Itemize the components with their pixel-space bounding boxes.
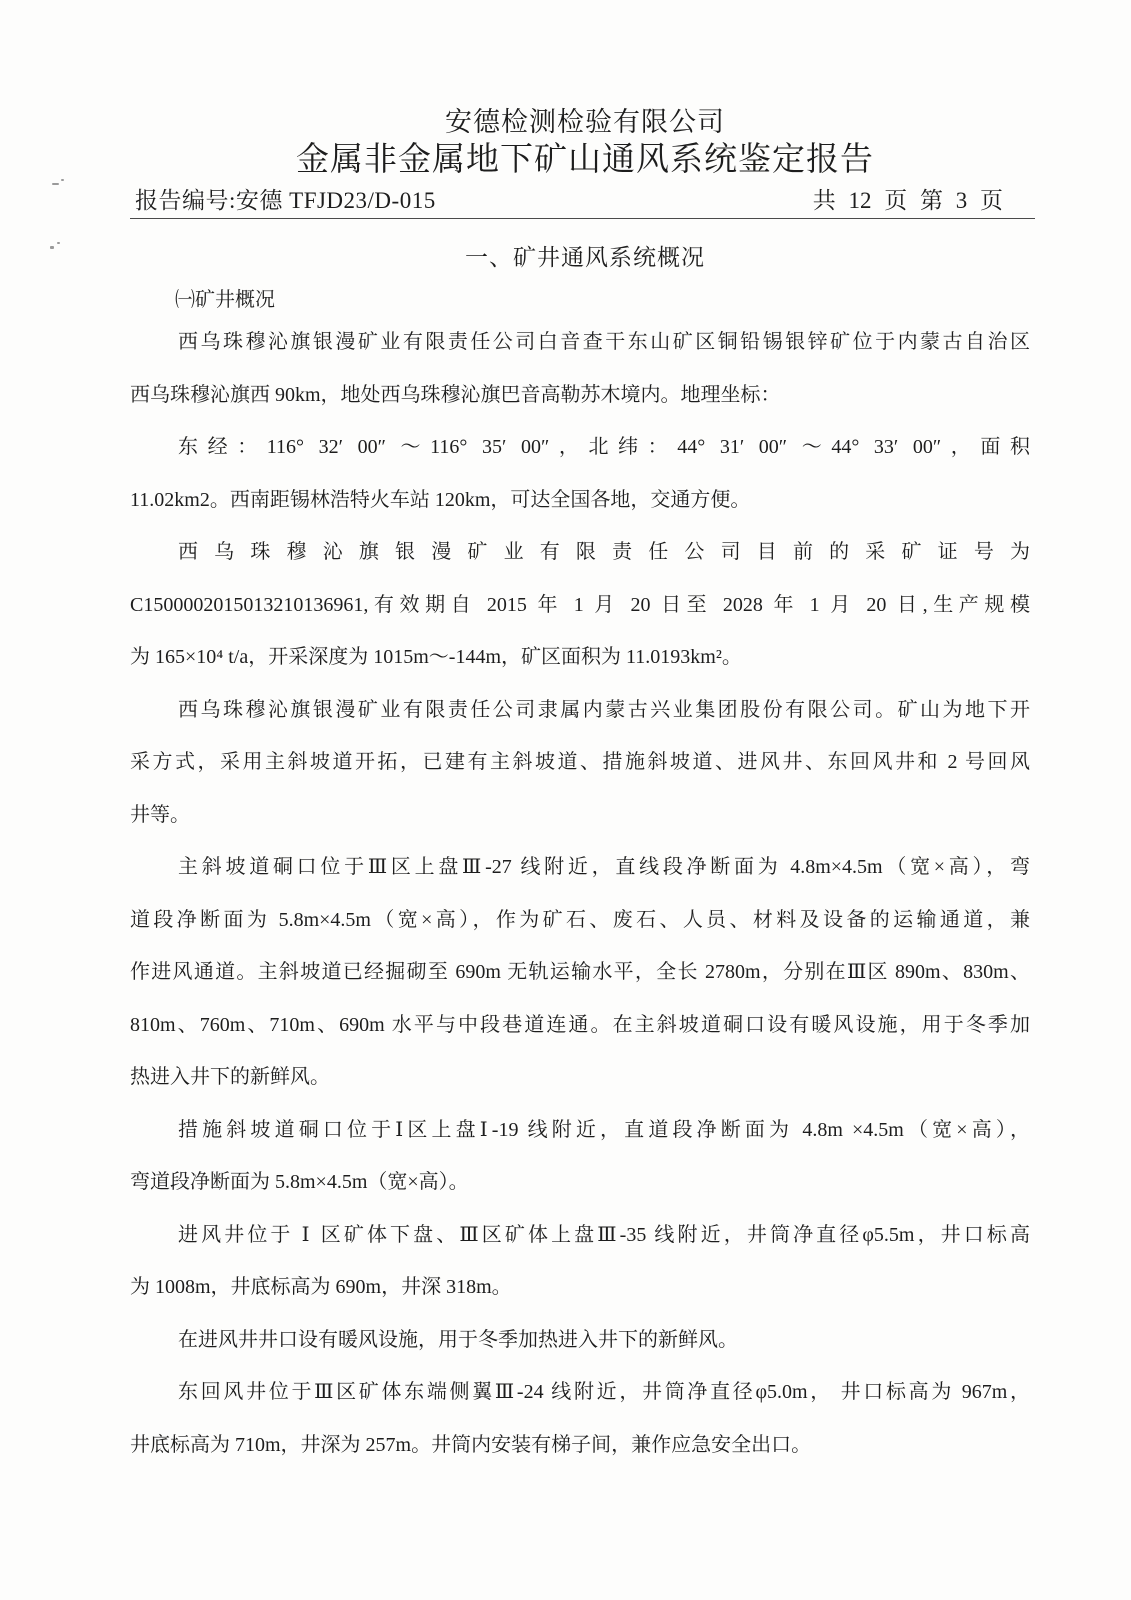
text-line: 东经：116° 32′ 00″ ～116° 35′ 00″，北纬：44° 31′ 00″ ～44° 33′ 00″，面积 xyxy=(178,436,1030,458)
paragraph-ownership xyxy=(130,684,1030,842)
text-line: 热进入井下的新鲜风。 xyxy=(130,1066,330,1088)
text-line: 810m、760m、710m、690m 水平与中段巷道连通。在主斜坡道硐口设有暖风设施，用于冬季加 xyxy=(130,1013,1030,1036)
scan-speck xyxy=(50,246,54,249)
header-divider xyxy=(130,218,1035,219)
body-text xyxy=(130,316,1030,1471)
text-line: 主斜坡道硐口位于Ⅲ区上盘Ⅲ-27 线附近，直线段净断面为 4.8m×4.5m（宽×高），弯 xyxy=(178,856,1030,878)
paragraph-measure-ramp xyxy=(130,1104,1030,1209)
page-info: 共 12 页 第 3 页 xyxy=(812,188,1003,213)
text-line: 采方式，采用主斜坡道开拓，已建有主斜坡道、措施斜坡道、进风井、东回风井和 2 号回风 xyxy=(130,751,1030,773)
text-line: 为 1008m，井底标高为 690m，井深 318m。 xyxy=(130,1276,512,1298)
scan-speck xyxy=(52,183,59,185)
scan-speck xyxy=(61,179,64,181)
paragraph-coordinates xyxy=(130,421,1030,526)
text-line: 在进风井井口设有暖风设施，用于冬季加热进入井下的新鲜风。 xyxy=(178,1328,738,1351)
scan-speck xyxy=(57,242,60,244)
report-title: 金属非金属地下矿山通风系统鉴定报告 xyxy=(296,142,874,178)
paragraph-intake-heating xyxy=(130,1314,1030,1367)
text-line: 11.02km2。西南距锡林浩特火车站 120km，可达全国各地，交通方便。 xyxy=(130,488,751,511)
paragraph-east-return-shaft xyxy=(130,1366,1030,1471)
text-line: 西乌珠穆沁旗银漫矿业有限责任公司白音查干东山矿区铜铅锡银锌矿位于内蒙古自治区 xyxy=(178,331,1030,353)
paragraph-mining-license xyxy=(130,526,1030,684)
section-title: 一、矿井通风系统概况 xyxy=(465,245,705,270)
text-line: 弯道段净断面为 5.8m×4.5m（宽×高）。 xyxy=(130,1171,469,1193)
paragraph-location xyxy=(130,316,1030,421)
text-line: C1500002015013210136961,有效期自 2015 年 1 月 20 日至 2028 年 1 月 20 日,生产规模 xyxy=(130,593,1030,616)
text-line: 东回风井位于Ⅲ区矿体东端侧翼Ⅲ-24 线附近，井筒净直径φ5.0m， 井口标高为 967m， xyxy=(178,1381,1030,1403)
paragraph-intake-shaft xyxy=(130,1209,1030,1314)
company-name: 安德检测检验有限公司 xyxy=(445,107,725,137)
text-line: 井等。 xyxy=(130,803,190,826)
text-line: 西乌珠穆沁旗银漫矿业有限责任公司目前的采矿证号为 xyxy=(178,541,1030,563)
text-line: 井底标高为 710m，井深为 257m。井筒内安装有梯子间，兼作应急安全出口。 xyxy=(130,1433,812,1456)
text-line: 西乌珠穆沁旗西 90km，地处西乌珠穆沁旗巴音高勒苏木境内。地理坐标： xyxy=(130,383,781,406)
text-line: 西乌珠穆沁旗银漫矿业有限责任公司隶属内蒙古兴业集团股份有限公司。矿山为地下开 xyxy=(178,698,1030,721)
text-line: 进风井位于 Ⅰ 区矿体下盘、Ⅲ区矿体上盘Ⅲ-35 线附近，井筒净直径φ5.5m，井口标高 xyxy=(178,1223,1030,1246)
report-number: 报告编号:安德 TFJD23/D-015 xyxy=(135,188,436,213)
subsection-title: ㈠矿井概况 xyxy=(175,289,275,311)
text-line: 措施斜坡道硐口位于Ⅰ区上盘Ⅰ-19 线附近，直道段净断面为 4.8m ×4.5m（宽×高）， xyxy=(178,1118,1030,1141)
paragraph-main-ramp xyxy=(130,841,1030,1104)
text-line: 作进风通道。主斜坡道已经掘砌至 690m 无轨运输水平，全长 2780m，分别在Ⅲ区 890m、830m、 xyxy=(130,961,1030,983)
text-line: 道段净断面为 5.8m×4.5m（宽×高），作为矿石、废石、人员、材料及设备的运输通道，兼 xyxy=(130,908,1030,931)
text-line: 为 165×10⁴ t/a，开采深度为 1015m～-144m，矿区面积为 11.0193km²。 xyxy=(130,646,742,668)
